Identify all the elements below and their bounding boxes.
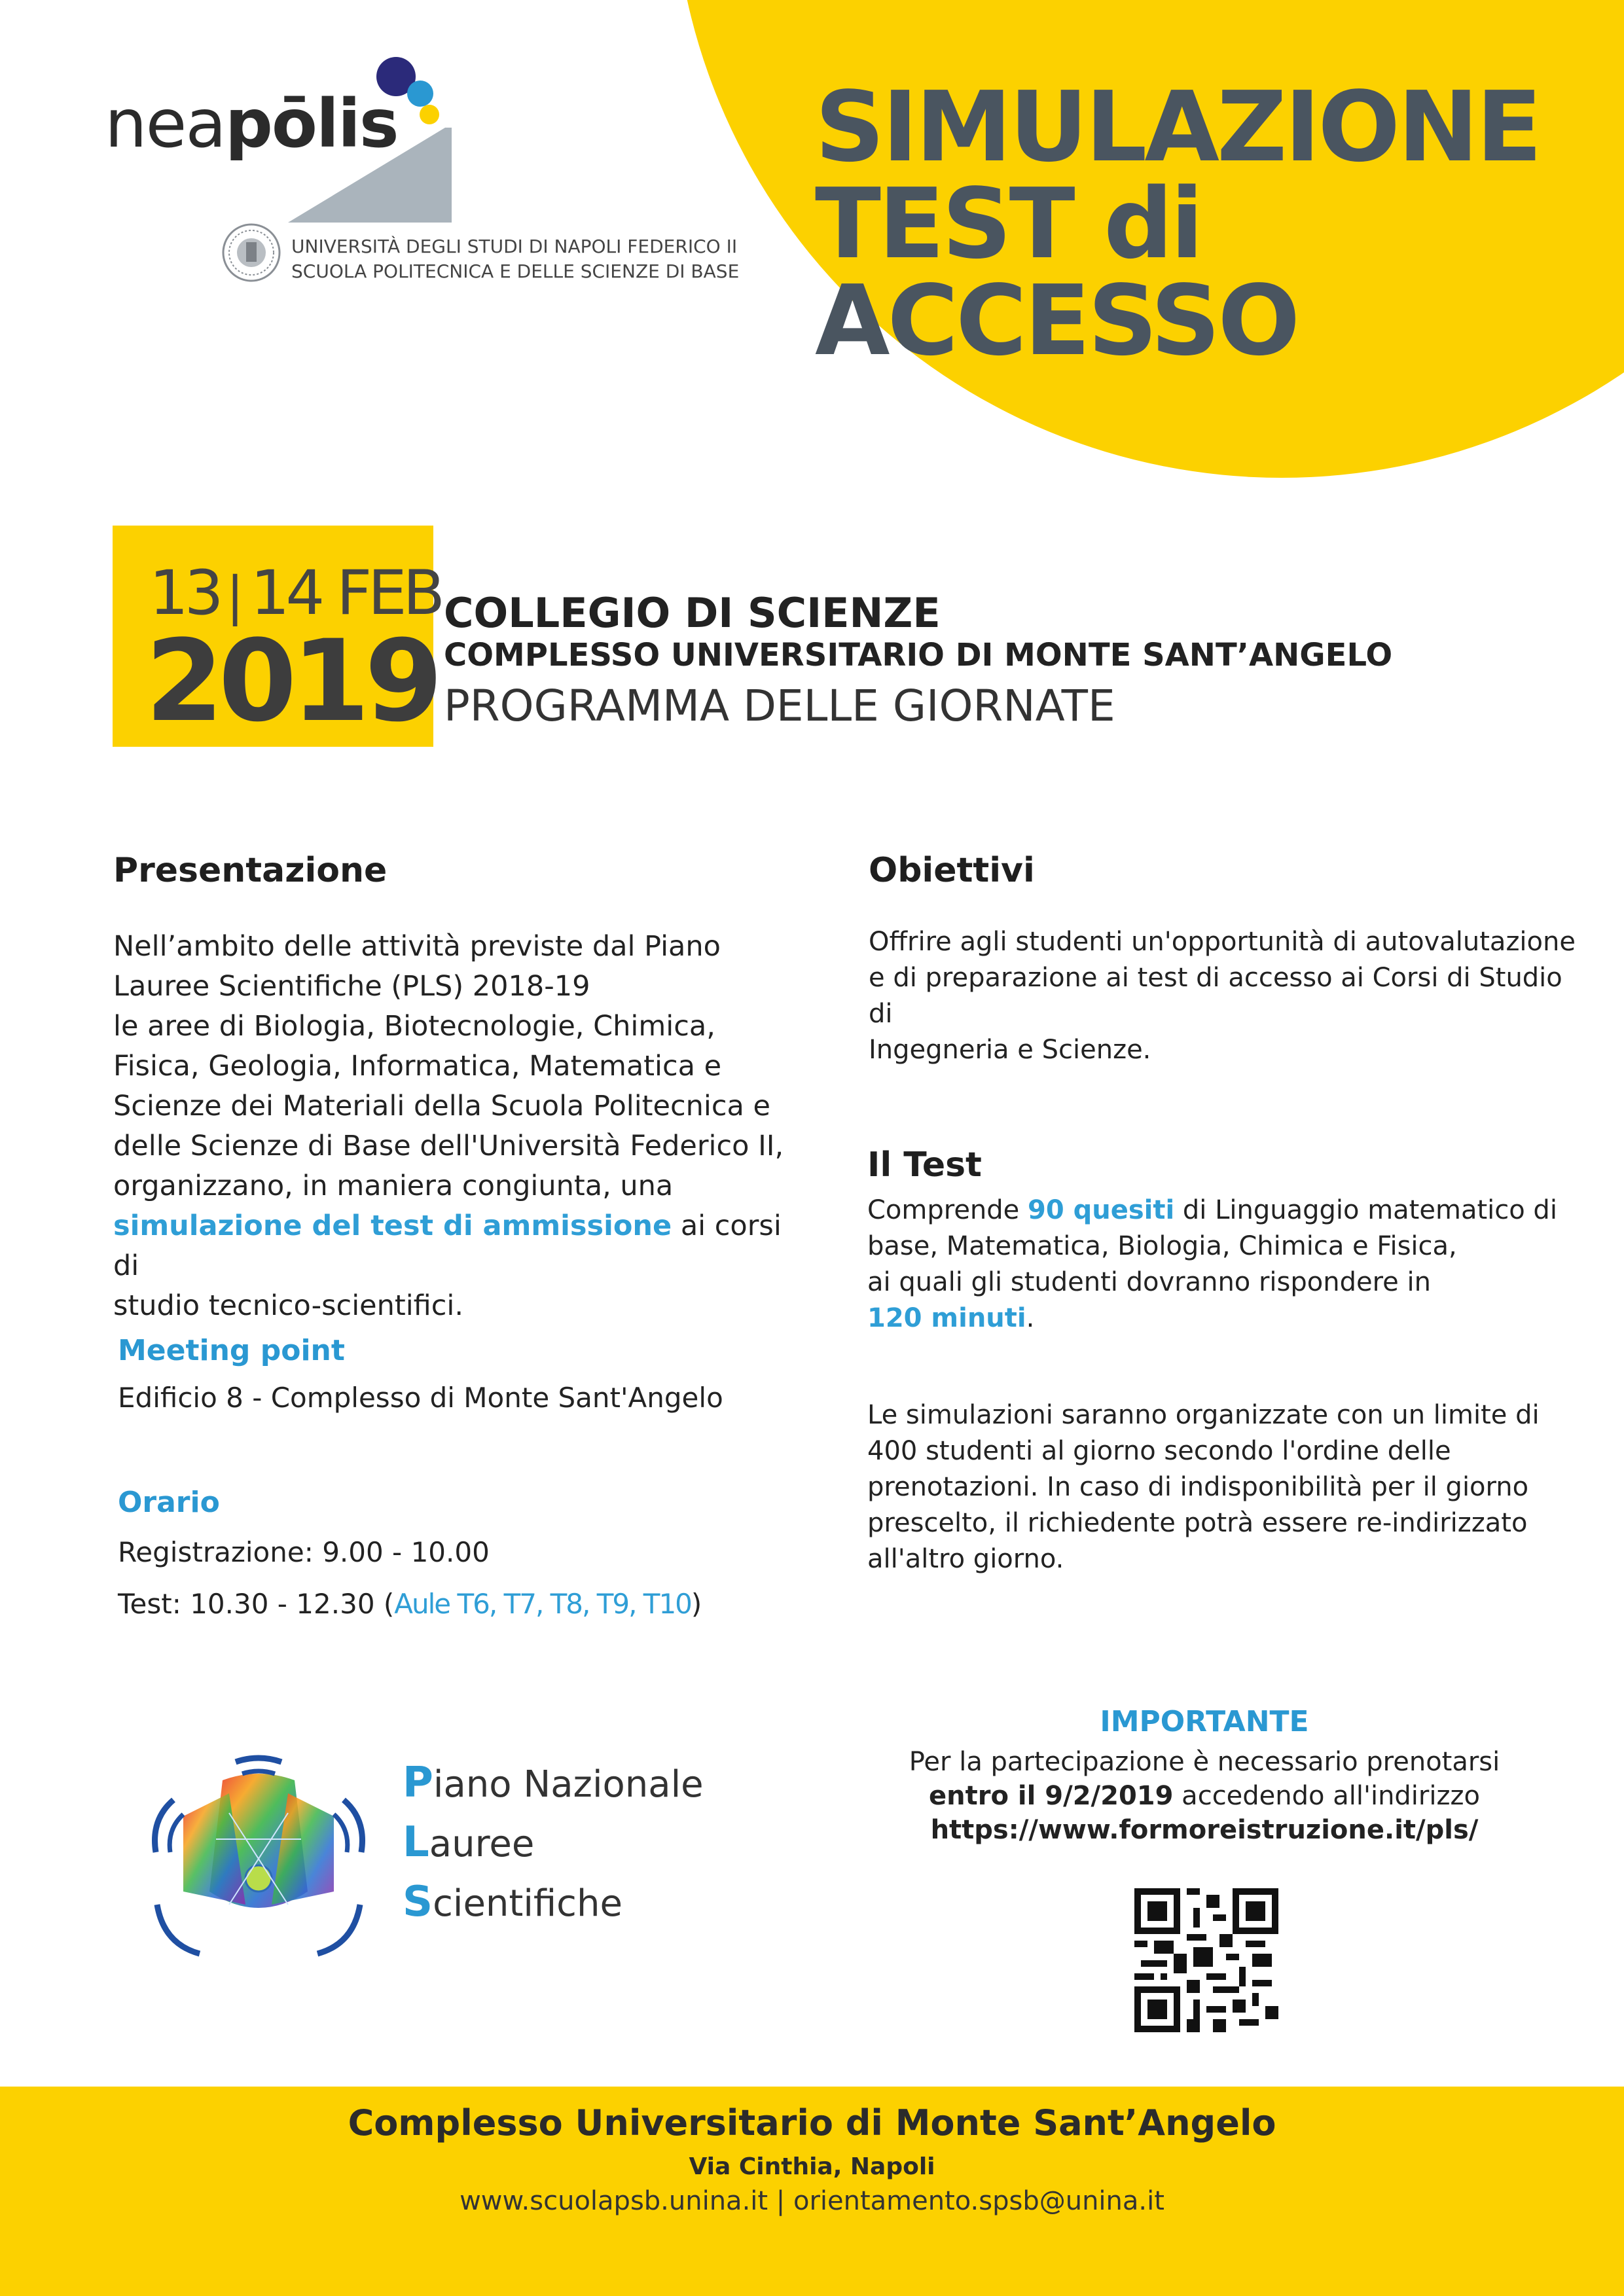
importante-section: [890, 1705, 1519, 1847]
orario-aule: Aule T6, T7, T8, T9, T10: [394, 1588, 691, 1620]
headline-line-1: SIMULAZIONE: [815, 71, 1540, 183]
pls-line-l: [403, 1814, 704, 1873]
il-test-heading: Il Test: [867, 1145, 982, 1185]
university-name: [291, 234, 739, 284]
event-day-1: 13: [149, 558, 220, 629]
neapolis-logo-ramp-icon: [288, 124, 452, 229]
presentazione-heading: Presentazione: [113, 851, 388, 890]
il-test-line-1: [867, 1193, 1587, 1229]
importante-url[interactable]: https://www.formoreistruzione.it/pls/: [930, 1815, 1479, 1845]
presentazione-after-highlight: ai corsi di: [113, 1210, 782, 1282]
event-day-2: 14: [250, 558, 321, 629]
obiettivi-heading: Obiettivi: [869, 851, 1035, 890]
limite-line-4: prescelto, il richiedente potrà essere re-indirizzato: [867, 1508, 1528, 1538]
importante-line-2: [890, 1779, 1519, 1813]
il-test-line-3: ai quali gli studenti dovranno rispondere in: [867, 1267, 1431, 1297]
pls-p-rest: iano Nazionale: [433, 1763, 704, 1806]
footer-contacts[interactable]: www.scuolapsb.unina.it | orientamento.spsb@unina.it: [460, 2186, 1164, 2216]
presentazione-highlight: simulazione del test di ammissione: [113, 1210, 672, 1242]
pls-logo-icon: [144, 1754, 373, 1964]
importante-heading: IMPORTANTE: [1100, 1705, 1309, 1738]
pls-line-s: [403, 1873, 704, 1933]
orario-heading: Orario: [118, 1486, 220, 1519]
presentazione-section: [113, 851, 807, 1326]
presentazione-line-1: Nell’ambito delle attività previste dal Piano: [113, 930, 721, 963]
il-test-quesiti: 90 quesiti: [1028, 1195, 1175, 1225]
pls-s-rest: cientifiche: [433, 1882, 623, 1925]
presentazione-line-4: Fisica, Geologia, Informatica, Matematica e: [113, 1050, 722, 1083]
meeting-point-section: [118, 1334, 812, 1414]
event-subtitle: PROGRAMMA DELLE GIORNATE: [444, 681, 1115, 731]
presentazione-line-2: Lauree Scientifiche (PLS) 2018-19: [113, 970, 590, 1003]
logo-text-bold: pōlis: [225, 85, 398, 163]
limite-section: [867, 1397, 1587, 1577]
il-test-line-4: [867, 1300, 1587, 1336]
obiettivi-line-2: e di preparazione ai test di accesso ai Corsi di Studio di: [869, 963, 1562, 1029]
presentazione-line-8: [113, 1206, 807, 1286]
university-seal-icon: [221, 223, 281, 283]
headline-line-2: TEST di ACCESSO: [815, 168, 1298, 377]
limite-line-1: Le simulazioni saranno organizzate con un limite di: [867, 1400, 1540, 1430]
presentazione-line-3: le aree di Biologia, Biotecnologie, Chimica,: [113, 1010, 715, 1043]
date-separator: |: [226, 565, 244, 626]
il-test-minuti: 120 minuti: [867, 1303, 1026, 1333]
footer-address: Via Cinthia, Napoli: [689, 2153, 935, 2180]
il-test-l4-suffix: .: [1026, 1303, 1035, 1333]
university-line-2: SCUOLA POLITECNICA E DELLE SCIENZE DI BASE: [291, 260, 740, 282]
presentazione-line-6: delle Scienze di Base dell'Università Federico II,: [113, 1130, 784, 1162]
pls-l-rest: auree: [429, 1823, 535, 1865]
limite-line-5: all'altro giorno.: [867, 1544, 1064, 1574]
obiettivi-section: [869, 851, 1589, 1068]
pls-l-cap: L: [403, 1818, 429, 1867]
pls-p-cap: P: [403, 1759, 433, 1807]
presentazione-line-5: Scienze dei Materiali della Scuola Politecnica e: [113, 1090, 770, 1122]
university-line-1: UNIVERSITÀ DEGLI STUDI DI NAPOLI FEDERICO II: [291, 236, 738, 257]
footer-title: Complesso Universitario di Monte Sant’Angelo: [348, 2102, 1276, 2144]
orario-test-prefix: Test: 10.30 - 12.30 (: [118, 1588, 395, 1620]
il-test-section: [867, 1145, 1587, 1336]
importante-line-2-rest: accedendo all'indirizzo: [1173, 1781, 1480, 1811]
orario-registrazione: Registrazione: 9.00 - 10.00: [118, 1536, 490, 1568]
meeting-point-value: Edificio 8 - Complesso di Monte Sant'Angelo: [118, 1382, 723, 1414]
event-year: 2019: [145, 615, 438, 747]
importante-line-1: Per la partecipazione è necessario prenotarsi: [909, 1747, 1500, 1777]
presentazione-line-7: organizzano, in maniera congiunta, una: [113, 1170, 674, 1202]
importante-deadline: entro il 9/2/2019: [929, 1781, 1174, 1811]
il-test-prefix: Comprende: [867, 1195, 1028, 1225]
orario-section: [118, 1486, 812, 1620]
obiettivi-line-1: Offrire agli studenti un'opportunità di autovalutazione: [869, 927, 1576, 957]
orario-test-suffix: ): [691, 1588, 702, 1620]
limite-line-2: 400 studenti al giorno secondo l'ordine delle: [867, 1436, 1451, 1466]
pls-line-p: [403, 1754, 704, 1814]
il-test-line-2: base, Matematica, Biologia, Chimica e Fisica,: [867, 1231, 1457, 1261]
orario-test: [118, 1588, 812, 1620]
obiettivi-line-3: Ingegneria e Scienze.: [869, 1035, 1151, 1065]
headline: [815, 71, 1624, 377]
qr-code-icon[interactable]: [1134, 1888, 1278, 2032]
event-location: COMPLESSO UNIVERSITARIO DI MONTE SANT’ANGELO: [444, 637, 1393, 673]
pls-text: [403, 1754, 704, 1933]
pls-s-cap: S: [403, 1878, 433, 1926]
logo-text-light: nea: [105, 85, 225, 163]
meeting-point-heading: Meeting point: [118, 1334, 345, 1367]
presentazione-line-9: studio tecnico-scientifici.: [113, 1289, 464, 1322]
il-test-l1-suffix: di Linguaggio matematico di: [1174, 1195, 1557, 1225]
event-title: COLLEGIO DI SCIENZE: [444, 589, 941, 637]
event-month: FEB: [336, 558, 442, 629]
limite-line-3: prenotazioni. In caso di indisponibilità per il giorno: [867, 1472, 1529, 1502]
